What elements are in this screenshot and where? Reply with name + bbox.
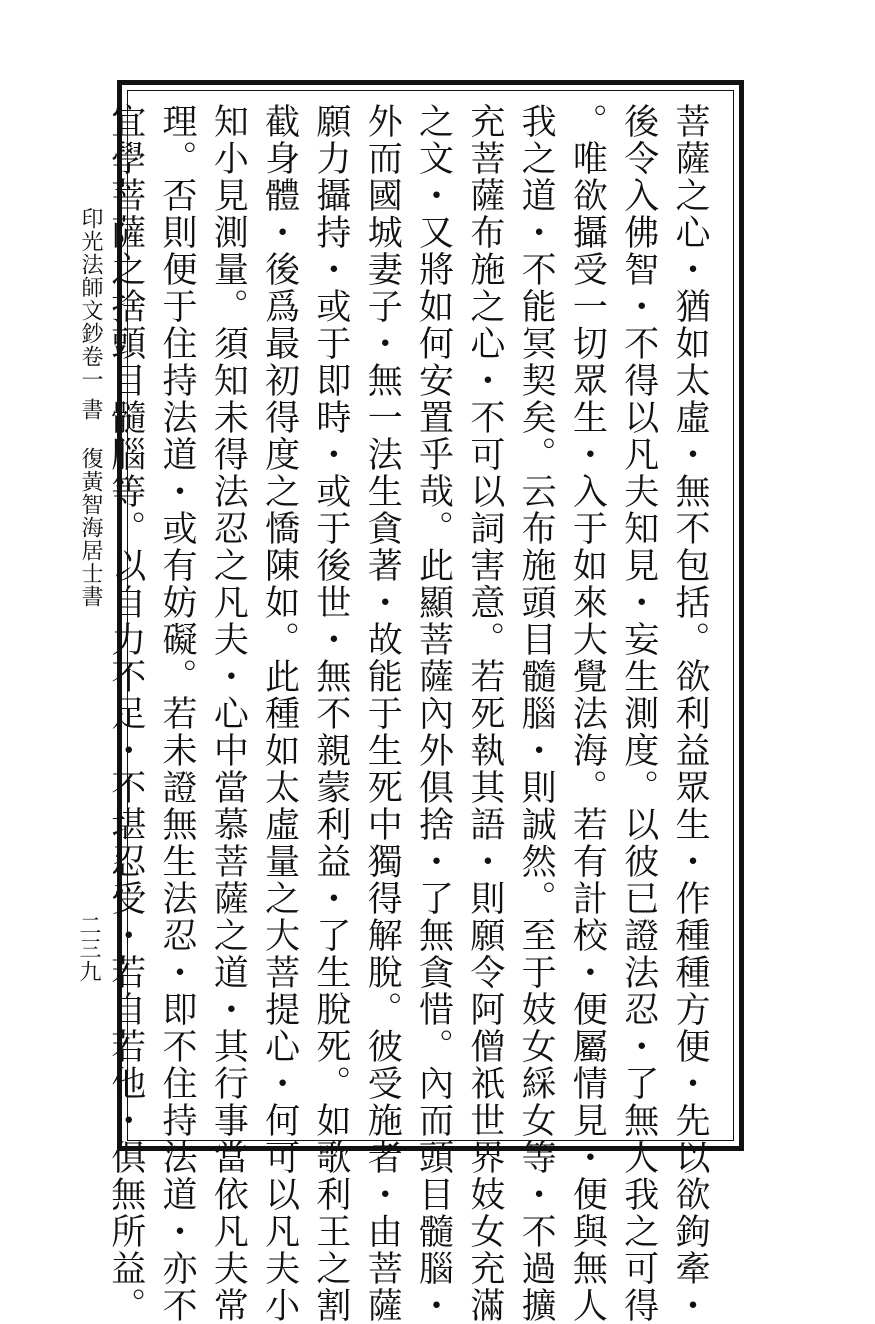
- margin-letter-title: 復黃智海居士書: [78, 447, 103, 608]
- text-column: 理。否則便于住持法道・或有妨礙。若未證無生法忍・即不住持法道・亦不: [157, 103, 198, 1324]
- text-column: 宜學菩薩之捨頭目髓腦等。以自力不足・不堪忍受・若自若他・俱無所益。: [105, 103, 146, 1324]
- text-column: 之文・又將如何安置乎哉。此顯菩薩內外俱捨・了無貪惜。內而頭目髓腦・: [413, 103, 454, 1324]
- body-text: [105, 103, 715, 1324]
- text-column: 充菩薩布施之心・不可以詞害意。若死執其語・則願令阿僧祇世界妓女充滿: [464, 103, 505, 1324]
- page-number: 二三九: [76, 914, 101, 983]
- text-column: 後令入佛智・不得以凡夫知見・妄生測度。以彼已證法忍・了無人我之可得: [618, 103, 659, 1324]
- margin-section: 書: [78, 398, 103, 421]
- text-column: 願力攝持・或于即時・或于後世・無不親蒙利益・了生脫死。如歌利王之割: [310, 103, 351, 1324]
- text-column: 菩薩之心・猶如太虛・無不包括。欲利益眾生・作種種方便・先以欲鉤牽・: [670, 103, 710, 1324]
- text-column: 截身體・後爲最初得度之憍陳如。此種如太虛量之大菩提心・何可以凡夫小: [259, 103, 300, 1324]
- text-column: 外而國城妻子・無一法生貪著・故能于生死中獨得解脫。彼受施者・由菩薩: [362, 103, 403, 1324]
- margin-book-title: 印光法師文鈔卷一: [78, 207, 103, 391]
- text-column: 。唯欲攝受一切眾生・入于如來大覺法海。若有計校・便屬情見・便與無人: [567, 103, 608, 1324]
- text-column: 我之道・不能冥契矣。云布施頭目髓腦・則誠然。至于妓女綵女等・不過擴: [516, 103, 557, 1324]
- text-column: 知小見測量。須知未得法忍之凡夫・心中當慕菩薩之道・其行事當依凡夫常: [208, 103, 249, 1324]
